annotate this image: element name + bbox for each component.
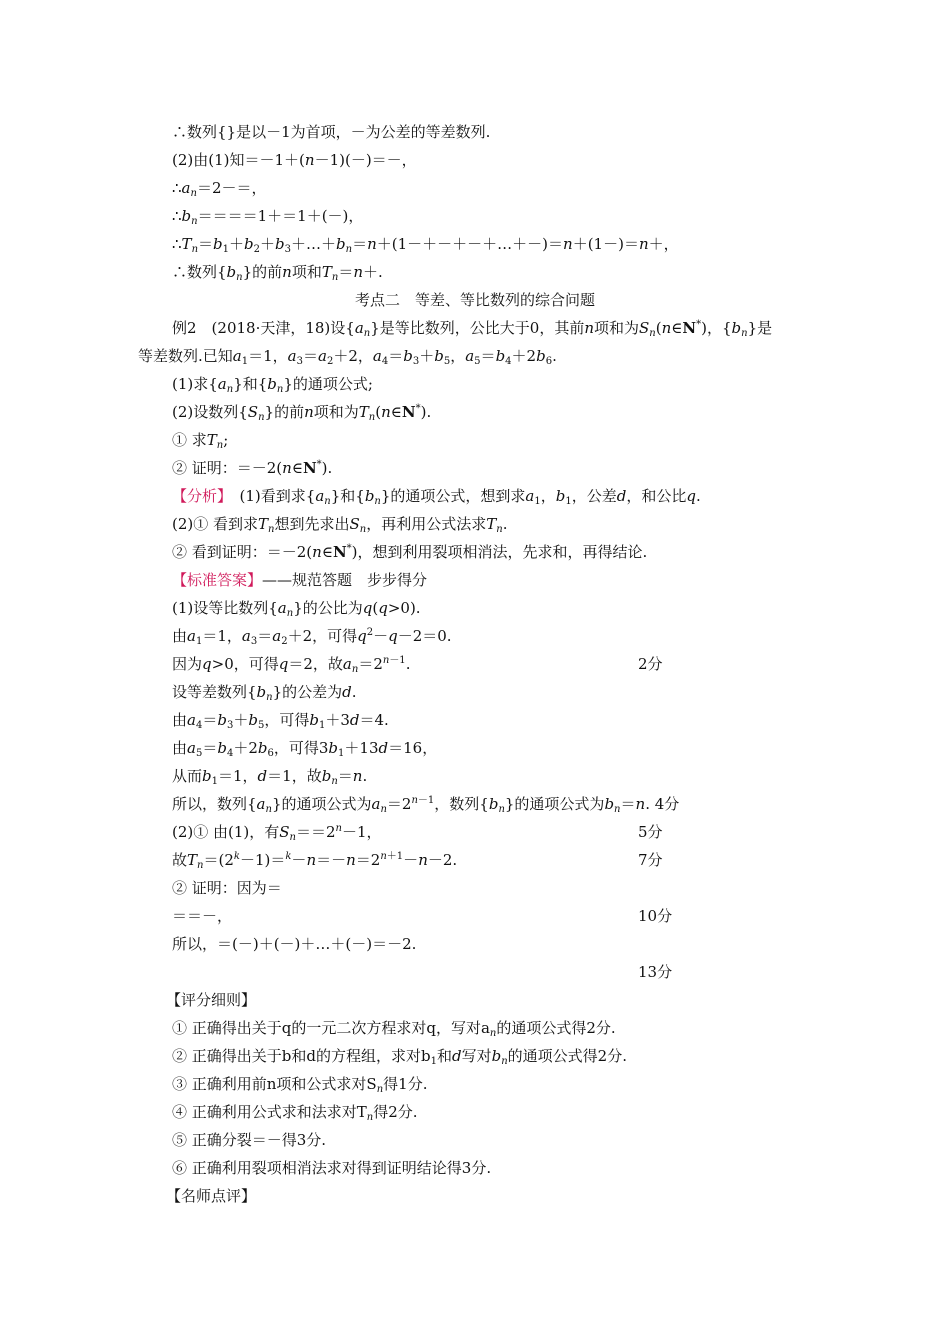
answer-suffix: ——规范答题 步步得分 xyxy=(262,571,428,589)
text-line: 由$a_5=b_4+2b_6$，可得$3b_1+13d=16$， xyxy=(172,739,438,759)
rubric-label: 【评分细则】 xyxy=(166,991,257,1009)
rubric-item: ⑤ 正确分裂＝－得3分. xyxy=(172,1131,327,1149)
example-line: 等差数列.已知$a_1=1$，$a_3=a_2+2$，$a_4=b_3+b_5$，$a_5=b_4+2b_6$. xyxy=(138,347,557,367)
text-line: 由$a_4=b_3+b_5$，可得$b_1+3d=4$. xyxy=(172,711,389,731)
text-line: ∴数列{}是以－1为首项，－为公差的等差数列. xyxy=(172,123,491,141)
analysis-line: 【分析】 (1)看到求$\{a_n\}$和$\{b_n\}$的通项公式，想到求$a_1$，$b_1$，公差d，和公比q. xyxy=(172,487,701,507)
text-line: ② 证明：因为＝ xyxy=(172,879,282,897)
text-line: 因为q>0，可得q＝2，故$a_n=2^{n-1}$. xyxy=(172,655,411,675)
score-mark: 2分 xyxy=(638,655,663,673)
score-mark: 5分 xyxy=(638,823,663,841)
answer-label: 【标准答案】 xyxy=(172,571,263,589)
comment-label: 【名师点评】 xyxy=(166,1187,257,1205)
text-line: ∴数列$\{b_n\}$的前n项和$T_n=n+$. xyxy=(172,263,383,283)
text-line: (1)求$\{a_n\}$和$\{b_n\}$的通项公式; xyxy=(172,375,373,395)
score-mark: 10分 xyxy=(638,907,673,925)
rubric-item: ③ 正确利用前n项和公式求对$S_n$得1分. xyxy=(172,1075,428,1095)
text-line: ① 求$T_n$; xyxy=(172,431,229,451)
rubric-item: ⑥ 正确利用裂项相消法求对得到证明结论得3分. xyxy=(172,1159,492,1177)
text-line: ② 证明：＝－2(n∈N*). xyxy=(172,459,333,477)
score-mark: 7分 xyxy=(638,851,663,869)
text-line: 所以，＝(－)＋(－)＋…＋(－)＝－2. xyxy=(172,935,417,953)
answer-line xyxy=(172,570,427,590)
text-line: 由$a_1=1$，$a_3=a_2+2$，可得$q^2-q-2=0$. xyxy=(172,627,452,647)
text-line: 故$T_n=(2^k-1)=^k-n=-n=2^{n+1}-n-2$. xyxy=(172,851,458,871)
text-line: $\therefore T_n=b_1+b_2+b_3+\dots+b_n=n+(1-+-+-+\dots+-)=n+(1-)=n+$， xyxy=(172,235,679,255)
rubric-item: ② 正确得出关于b和d的方程组，求对$b_1$和d写对$b_n$的通项公式得2分. xyxy=(172,1047,627,1067)
text-line: ② 看到证明：＝－2(n∈N*)，想到利用裂项相消法，先求和，再得结论. xyxy=(172,543,648,561)
text-line: ＝＝－， xyxy=(172,907,233,925)
score-mark: 13分 xyxy=(638,963,673,981)
example-line: 例2 (2018·天津，18)设$\{a_n\}$是等比数列，公比大于0，其前n项和为$S_n(n\in N^*)$，$\{b_n\}$是 xyxy=(172,319,773,339)
text-line: (2)① 由(1)，有$S_n==2^n-1$， xyxy=(172,823,382,843)
text-line: 所以，数列$\{a_n\}$的通项公式为$a_n=2^{n-1}$，数列$\{b_n\}$的通项公式为$b_n=n$. 4分 xyxy=(172,795,680,815)
text-line: (1)设等比数列$\{a_n\}$的公比为q(q>0). xyxy=(172,599,421,619)
text-line: (2)① 看到求$T_n$想到先求出$S_n$，再利用公式法求$T_n$. xyxy=(172,515,508,535)
text-line: (2)由(1)知＝－1＋(n－1)(－)＝－， xyxy=(172,151,417,169)
text-line: 设等差数列$\{b_n\}$的公差为d. xyxy=(172,683,357,703)
text-line: $\therefore b_n====1+=1+(-)$， xyxy=(172,207,364,227)
score-mark: 4分 xyxy=(654,795,680,813)
text-line: $\therefore a_n=2-=$， xyxy=(172,179,267,199)
text-line: (2)设数列$\{S_n\}$的前n项和为$T_n(n\in N^*)$. xyxy=(172,403,432,423)
section-heading: 考点二 等差、等比数列的综合问题 xyxy=(354,291,595,309)
rubric-item: ④ 正确利用公式求和法求对$T_n$得2分. xyxy=(172,1103,418,1123)
rubric-item: ① 正确得出关于q的一元二次方程求对q，写对$a_n$的通项公式得2分. xyxy=(172,1019,616,1039)
analysis-label: 【分析】 xyxy=(172,487,225,505)
text-line: 从而$b_1=1$，d＝1，故$b_n=n$. xyxy=(172,767,368,787)
